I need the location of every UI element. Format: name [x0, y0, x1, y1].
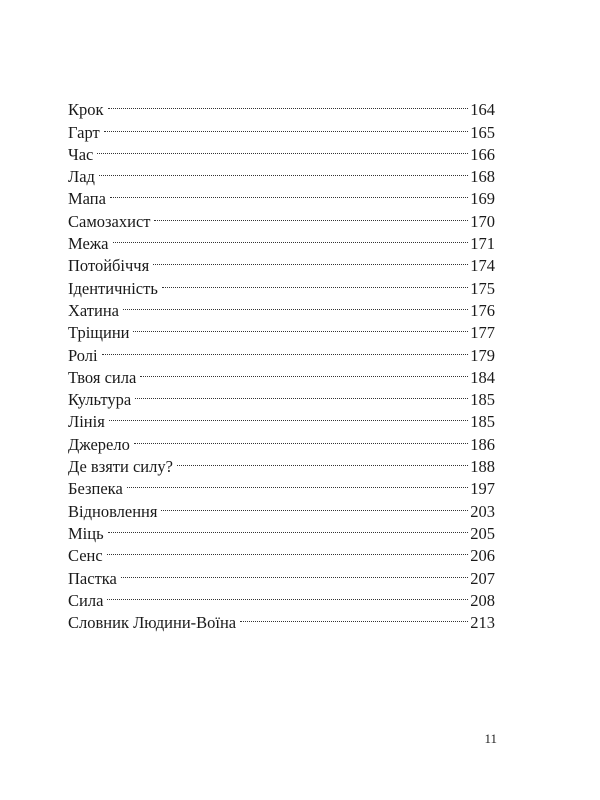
- toc-entry-page: 197: [470, 479, 495, 499]
- dot-leader: [123, 294, 468, 316]
- toc-entry-title: Хатина: [68, 300, 120, 320]
- toc-entry: [68, 361, 495, 387]
- toc-entry-page: 169: [470, 189, 495, 209]
- toc-entry-page: 164: [470, 100, 495, 120]
- toc-entry: [68, 227, 495, 254]
- toc-entry-title: Твоя сила: [68, 367, 137, 387]
- toc-entry: [68, 316, 495, 343]
- toc-entry: [68, 182, 495, 209]
- dot-leader: [121, 561, 468, 583]
- toc-entry: [68, 93, 495, 120]
- toc-entry: [68, 517, 495, 543]
- toc-entry-page: 179: [470, 345, 495, 365]
- toc-entry: [68, 115, 495, 142]
- toc-entry-title: Сила: [68, 590, 104, 610]
- toc-entry-page: 177: [470, 323, 495, 343]
- toc-entry: [68, 294, 495, 320]
- toc-entry-title: Міць: [68, 523, 104, 543]
- toc-entry-page: 168: [470, 167, 495, 187]
- toc-entry-page: 208: [470, 590, 495, 610]
- toc-entry-title: Ідентичність: [68, 278, 158, 298]
- toc-entry-title: Самозахист: [68, 211, 151, 231]
- toc-entry: [68, 405, 495, 432]
- toc-entry-title: Час: [68, 144, 94, 164]
- toc-entry-page: 207: [470, 568, 495, 588]
- toc-entry-title: Сенс: [68, 546, 103, 566]
- dot-leader: [177, 450, 468, 472]
- toc-entry-title: Безпека: [68, 479, 123, 499]
- toc-entry-page: 175: [470, 278, 495, 298]
- toc-entry-page: 184: [470, 367, 495, 387]
- toc-entry-title: Лінія: [68, 412, 105, 432]
- dot-leader: [113, 227, 469, 249]
- toc-entry-title: Лад: [68, 167, 95, 187]
- page-number: 11: [484, 731, 497, 746]
- dot-leader: [104, 115, 469, 137]
- toc-entry: [68, 249, 495, 276]
- toc-entry-title: Джерело: [68, 434, 130, 454]
- dot-leader: [140, 361, 468, 383]
- dot-leader: [154, 204, 468, 226]
- toc-entry-title: Культура: [68, 390, 132, 410]
- toc-entry-title: Крок: [68, 100, 104, 120]
- toc-entry: [68, 584, 495, 610]
- toc-entry-title: Гарт: [68, 122, 100, 142]
- dot-leader: [107, 584, 468, 606]
- dot-leader: [102, 338, 469, 360]
- toc-entry-page: 166: [470, 144, 495, 164]
- dot-leader: [240, 606, 468, 628]
- dot-leader: [127, 472, 468, 494]
- toc-entry-page: 186: [470, 434, 495, 454]
- toc-entry-page: 203: [470, 501, 495, 521]
- toc-entry-page: 174: [470, 256, 495, 276]
- toc-entry: [68, 160, 495, 187]
- toc-entry: [68, 138, 495, 164]
- toc-entry-page: 206: [470, 546, 495, 566]
- toc-entry: [68, 472, 495, 499]
- toc-entry-page: 213: [470, 613, 495, 633]
- dot-leader: [133, 316, 468, 338]
- dot-leader: [153, 249, 468, 271]
- toc-entry-page: 188: [470, 457, 495, 477]
- toc-entry-title: Межа: [68, 234, 109, 254]
- dot-leader: [109, 405, 468, 427]
- dot-leader: [108, 517, 469, 539]
- toc-entry-title: Відновлення: [68, 501, 158, 521]
- dot-leader: [107, 539, 469, 561]
- toc-entry: [68, 539, 495, 566]
- toc-entry-page: 165: [470, 122, 495, 142]
- dot-leader: [162, 271, 468, 293]
- dot-leader: [99, 160, 468, 182]
- toc-entry-title: Тріщини: [68, 323, 130, 343]
- table-of-contents: [68, 93, 495, 633]
- dot-leader: [135, 383, 468, 405]
- toc-entry-page: 170: [470, 211, 495, 231]
- toc-entry-title: Пастка: [68, 568, 117, 588]
- toc-entry: [68, 606, 495, 633]
- toc-entry: [68, 338, 495, 365]
- toc-entry-page: 171: [470, 234, 495, 254]
- toc-entry-page: 185: [470, 390, 495, 410]
- toc-entry-title: Мапа: [68, 189, 106, 209]
- toc-entry-page: 176: [470, 300, 495, 320]
- dot-leader: [97, 138, 468, 160]
- dot-leader: [134, 427, 468, 449]
- dot-leader: [161, 494, 468, 516]
- dot-leader: [110, 182, 468, 204]
- toc-entry-title: Словник Людини-Воїна: [68, 613, 237, 633]
- toc-entry-title: Де взяти силу?: [68, 457, 173, 477]
- toc-entry: [68, 561, 495, 588]
- toc-entry: [68, 204, 495, 231]
- toc-entry-page: 205: [470, 523, 495, 543]
- toc-entry-title: Потойбіччя: [68, 256, 150, 276]
- toc-entry-title: Ролі: [68, 345, 98, 365]
- toc-entry-page: 185: [470, 412, 495, 432]
- dot-leader: [108, 93, 469, 115]
- toc-entry: [68, 494, 495, 521]
- toc-entry: [68, 427, 495, 454]
